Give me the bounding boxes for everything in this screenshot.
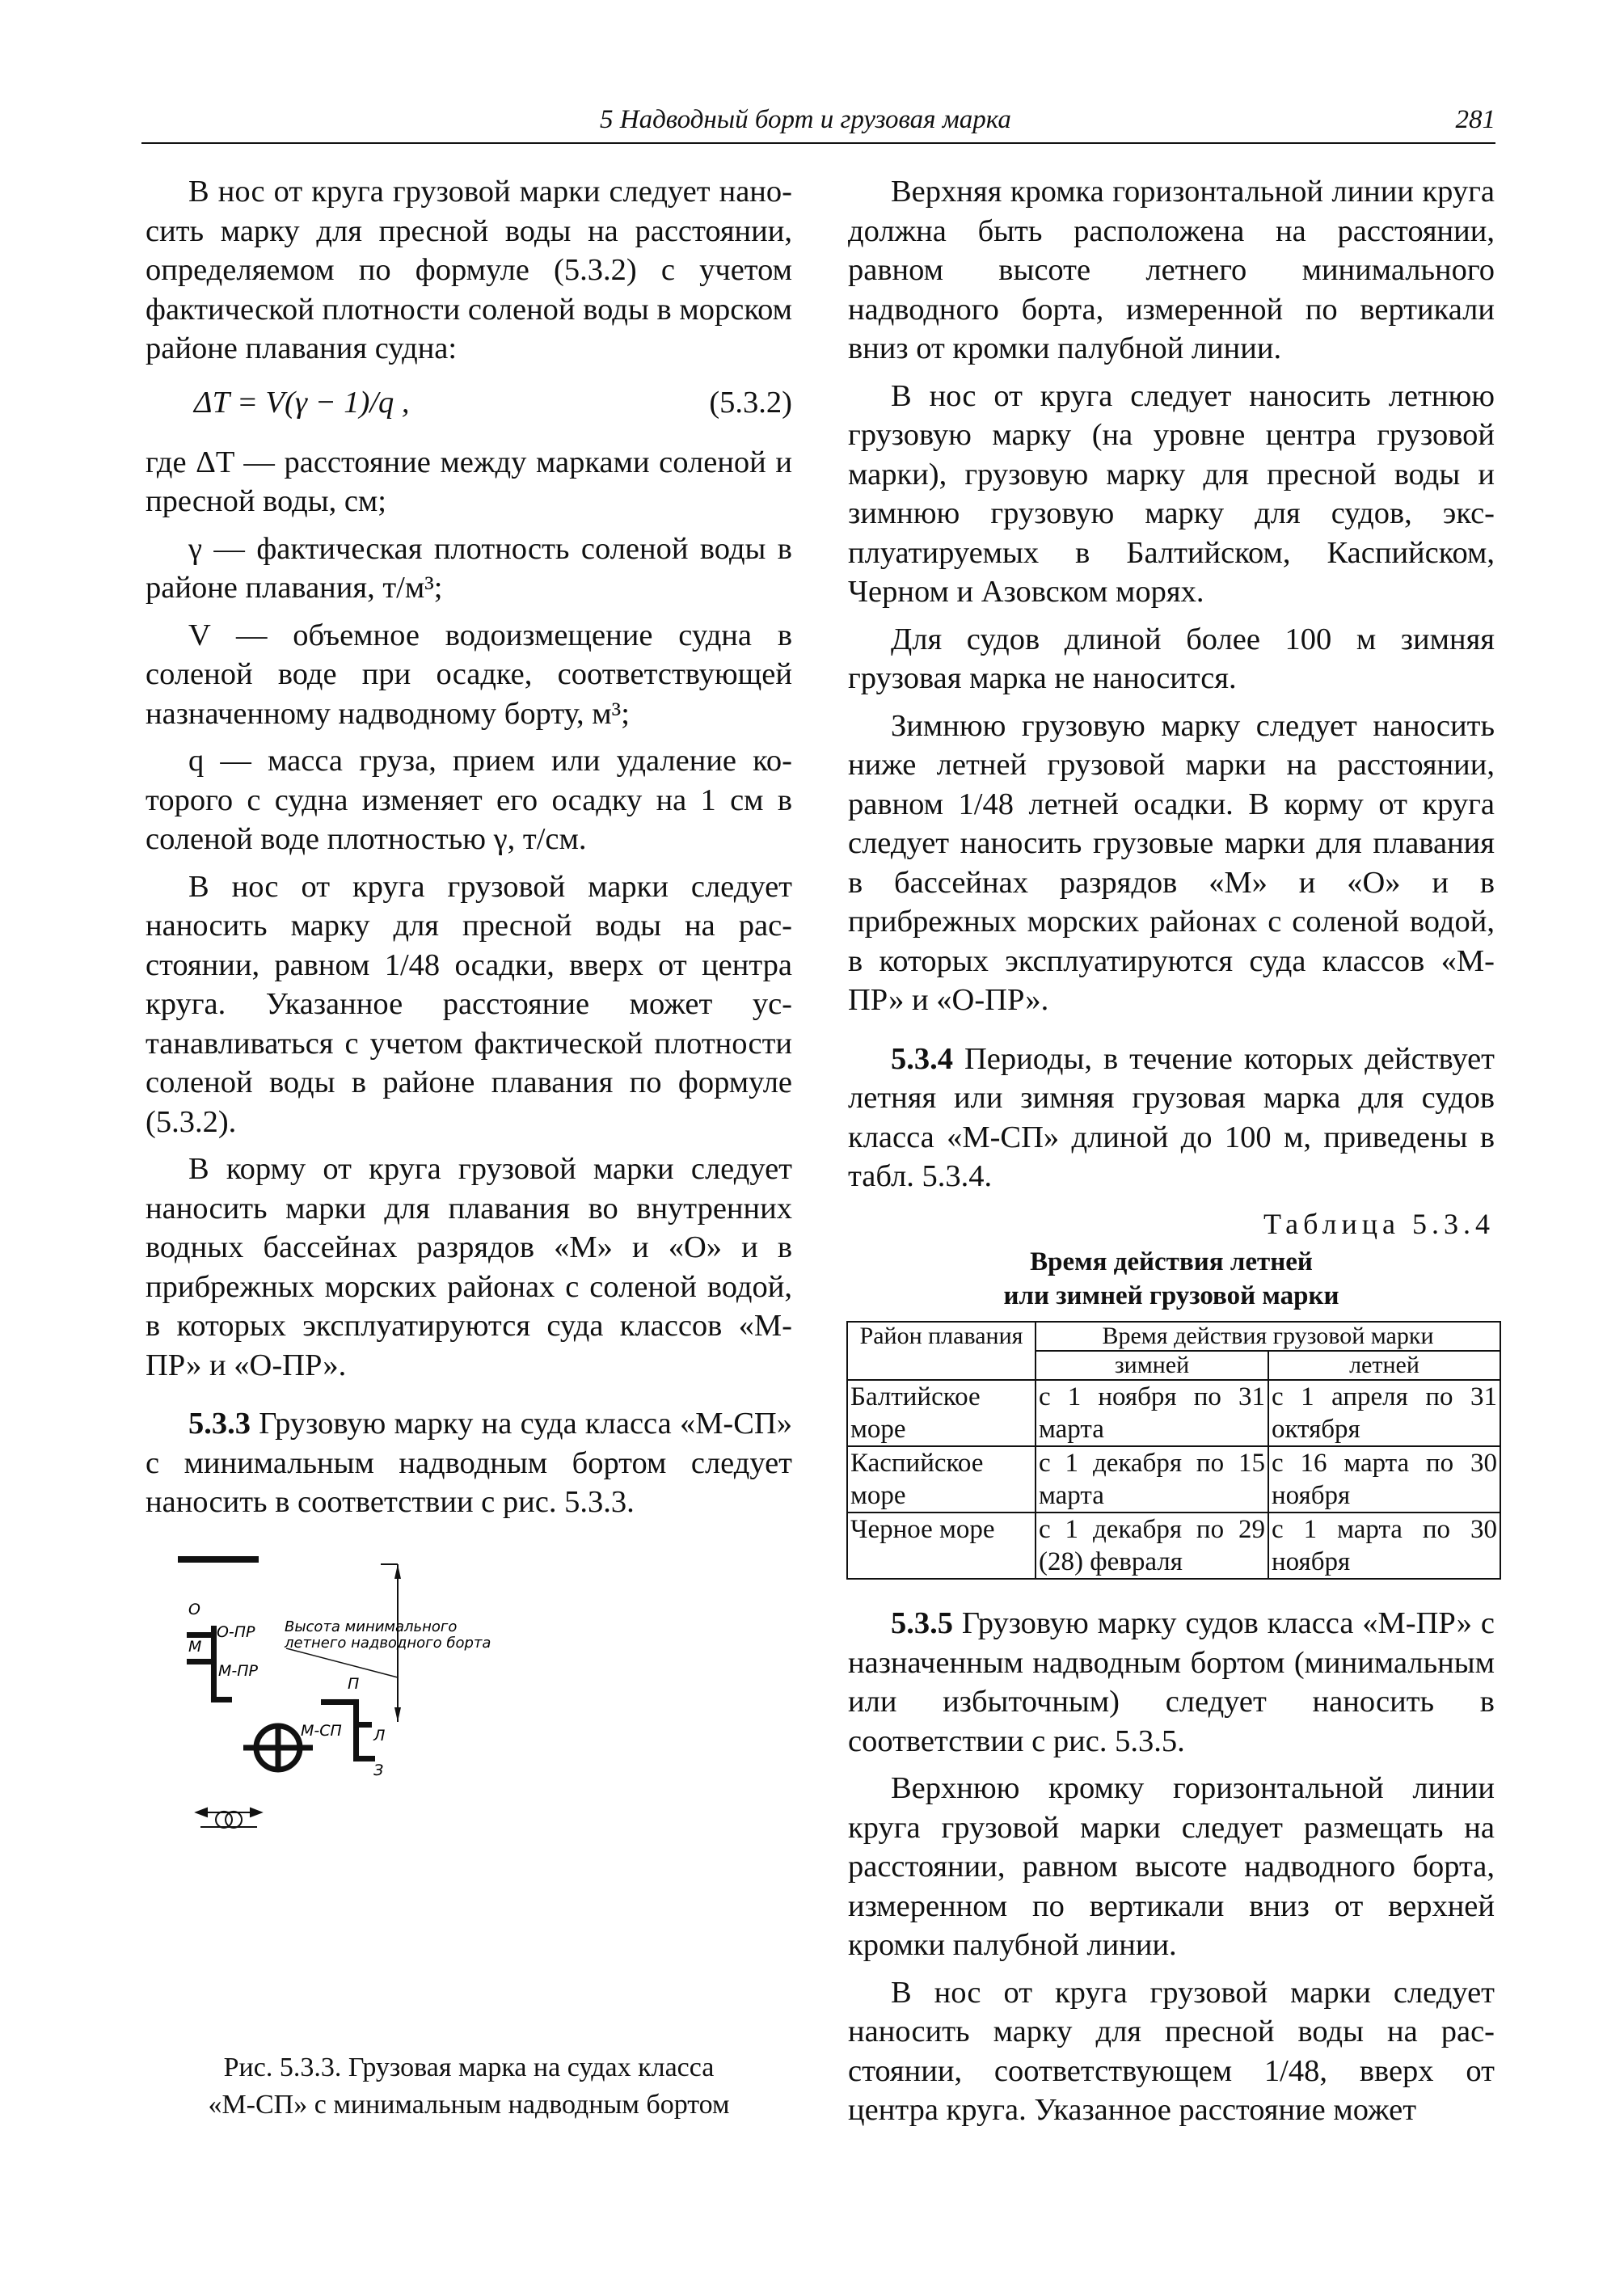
label-m-sp: М-СП [300, 1721, 342, 1740]
paragraph: В нос от круга грузовой марки следует наносить марку для пресной воды на расстоянии, равном 1/48 осадки, вверх от центра круга. Указанное расстояние может устанавливаться с учетом фактической плотности соленой воды в районе плавания по формуле (5.3.2). [146, 869, 792, 1139]
right-column [848, 172, 1495, 2138]
header-title: 5 Надводный борт и грузовая марка [600, 105, 1011, 134]
section-number: 5.3.3 [188, 1407, 251, 1441]
load-line-periods-table [846, 1321, 1501, 1580]
label-o-pr: О-ПР [216, 1622, 255, 1641]
paragraph: Верхняя кромка горизонтальной линии круга должна быть расположена на расстоянии, равном высоте летнего минимального надводного борта, измеренной по вертикали вниз от кромки палубной линии. [848, 175, 1495, 365]
definition: γ — фактическая плотность соленой воды в районе плавания, т/м³; [146, 531, 792, 605]
figure-caption-line2: «М-СП» с минимальным надводным бортом [208, 2090, 730, 2120]
page-number: 281 [1455, 105, 1495, 134]
table-title [848, 1245, 1495, 1313]
cell-summer: с 1 апреля по 31 октября [1268, 1380, 1500, 1446]
paragraph: В корму от круга грузовой марки следует наносить марки для плавания во внутренних водных бассейнах разрядов «М» и «О» и в прибрежных морских районах с соленой водой, в которых эксплуатируются суда классов «М-ПР» и «О-ПР». [146, 1152, 792, 1382]
paragraph: Верхнюю кромку горизонтальной линии круга грузовой марки следует размещать на расстоянии, равном высоте надводного борта, измеренном по вертикали вниз от верхней кромки палубной линии. [848, 1771, 1495, 1962]
section-text: Грузовую марку на суда класса «М-СП» с минимальным надводным бортом следует наносить в соответствии с рис. 5.3.3. [146, 1407, 792, 1519]
section-5-3-4 [848, 1040, 1495, 1196]
table-caption: Таблица 5.3.4 [1263, 1207, 1495, 1240]
label-m-pr: М-ПР [217, 1661, 258, 1680]
definition: q — масса груза, прием или удаление которого с судна изменяет его осадку на 1 см в соленой воде плотностью γ, т/см. [146, 744, 792, 856]
paragraph: Для судов длиной более 100 м зимняя грузовая марка не наносится. [848, 622, 1495, 695]
label-height-line1: Высота минимального [284, 1618, 458, 1635]
paragraph: В нос от круга следует наносить летнюю грузовую марку (на уровне центра грузовой марки), грузовую марку для пресной воды и зимнюю грузовую марку для судов, эксплуатируемых в Балтийском, Каспийском, Черном и Азовском морях. [848, 378, 1495, 609]
cell-summer: с 16 марта по 30 ноября [1268, 1446, 1500, 1513]
header-summer: летней [1268, 1351, 1500, 1380]
label-height-line2: летнего надводного борта [284, 1634, 491, 1652]
figure-caption [146, 2049, 792, 2124]
table-row [847, 1446, 1500, 1513]
section-number: 5.3.5 [891, 1606, 953, 1640]
table-title-line1: Время действия летней [1030, 1247, 1313, 1276]
cell-winter: с 1 ноября по 31 марта [1036, 1380, 1268, 1446]
table-row [847, 1380, 1500, 1446]
left-column [146, 172, 792, 1530]
paragraph: В нос от круга грузовой марки следует наносить марку для пресной воды на расстоянии, соответствующем 1/48, вверх от центра круга. Указанное расстояние может [848, 1975, 1495, 2127]
table-row [847, 1513, 1500, 1579]
direction-symbol [196, 1808, 261, 1828]
figure-caption-line1: Рис. 5.3.3. Грузовая марка на судах класса [223, 2053, 715, 2082]
arrow-up-icon [394, 1564, 401, 1579]
section-text: Грузовую марку судов класса «М-ПР» с назначенным надводным бортом (минимальным или избыточным) следует наносить в соответствии с рис. 5.3.5. [848, 1606, 1495, 1758]
leader-line [286, 1648, 398, 1677]
cell-winter: с 1 декабря по 29 (28) февраля [1036, 1513, 1268, 1579]
running-header [141, 103, 1495, 144]
cell-region: Черное море [847, 1513, 1036, 1579]
section-number: 5.3.4 [891, 1041, 953, 1076]
table-title-line2: или зимней грузовой марки [1003, 1281, 1339, 1310]
definition: V — объемное водоизмещение судна в соленой воде при осадке, соответствующей назначенному надводному борту, м³; [146, 618, 792, 731]
label-z: З [373, 1761, 384, 1779]
paragraph: В нос от круга грузовой марки следует наносить марку для пресной воды на расстоянии, определяемом по формуле (5.3.2) с учетом фактической плотности соленой воды в морском районе плавания судна: [146, 175, 792, 365]
label-l: Л [373, 1726, 386, 1745]
arrow-down-icon [394, 1707, 401, 1722]
formula-expression: ΔT = V(γ − 1)/q , [194, 385, 410, 420]
definition: где ΔT — расстояние между марками соленой и пресной воды, см; [146, 445, 792, 518]
formula-number: (5.3.2) [709, 385, 792, 420]
cell-summer: с 1 марта по 30 ноября [1268, 1513, 1500, 1579]
header-time: Время действия грузовой марки [1036, 1322, 1500, 1351]
header-winter: зимней [1036, 1351, 1268, 1380]
section-text: Периоды, в течение которых действует летняя или зимняя грузовая марка для судов класса «М-СП» длиной до 100 м, приведены в табл. 5.3.4. [848, 1041, 1495, 1193]
deck-line [178, 1556, 259, 1563]
load-line-figure [178, 1556, 776, 2025]
section-5-3-3 [146, 1404, 792, 1522]
cell-region: Балтийское море [847, 1380, 1036, 1446]
label-m: М [188, 1637, 202, 1656]
label-o: О [188, 1601, 200, 1619]
header-region: Район плавания [847, 1322, 1036, 1380]
cell-winter: с 1 декабря по 15 марта [1036, 1446, 1268, 1513]
formula-5-3-2 [146, 377, 792, 435]
label-p: П [347, 1674, 360, 1693]
cell-region: Каспийское море [847, 1446, 1036, 1513]
paragraph: Зимнюю грузовую марку следует наносить ниже летней грузовой марки на расстоянии, равном 1/48 летней осадки. В корму от круга следует наносить грузовые марки для плавания в бассейнах разрядов «М» и «О» и в прибрежных морских районах с соленой водой, в которых эксплуатируются суда классов «М-ПР» и «О-ПР». [848, 708, 1495, 1017]
section-5-3-5 [848, 1604, 1495, 1761]
